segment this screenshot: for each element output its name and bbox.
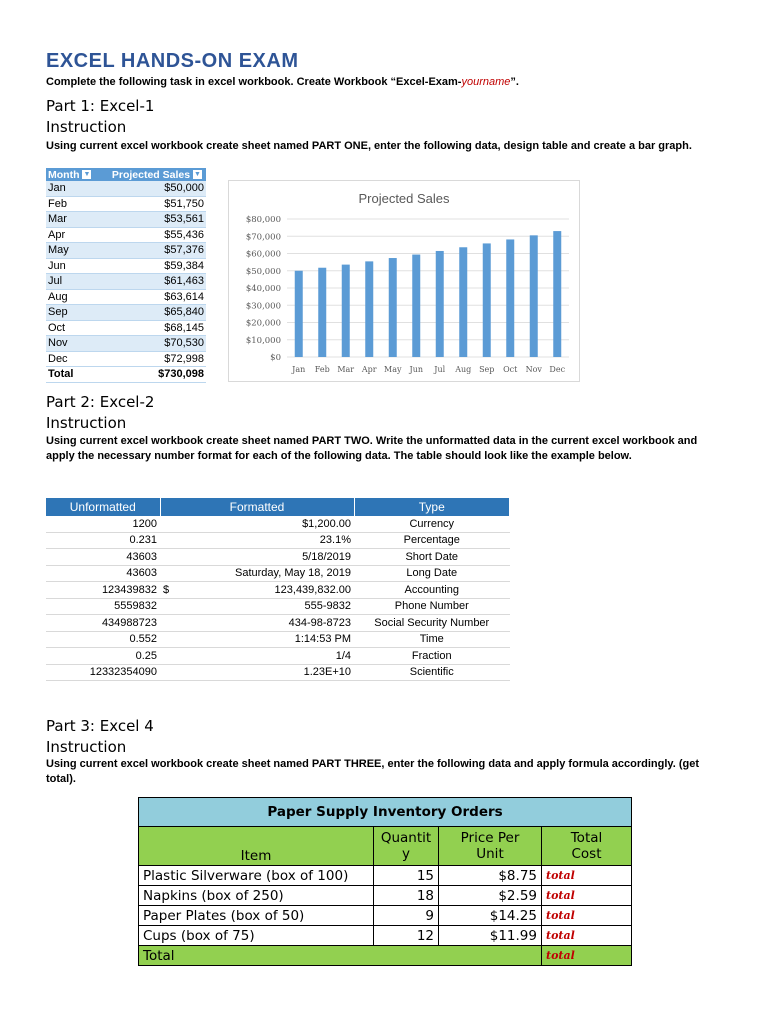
type-cell[interactable]: Short Date (354, 549, 510, 566)
intro-yourname: yourname (461, 76, 511, 88)
type-cell[interactable]: Percentage (354, 532, 510, 549)
part2-text: Using current excel workbook create sheet named PART TWO. Write the unformatted data in the current excel workbook and apply the necessary number format for each of the following data. The table should look like the example below. (46, 435, 698, 462)
unformatted-cell[interactable]: 43603 (46, 549, 160, 566)
unformatted-cell[interactable]: 12332354090 (46, 664, 160, 681)
part1-text: Using current excel workbook create sheet named PART ONE, enter the following data, design table and create a bar graph. (46, 140, 692, 152)
y-tick-label: $50,000 (245, 266, 281, 277)
sales-cell[interactable]: $59,384 (100, 258, 206, 274)
month-cell[interactable]: Jan (46, 181, 100, 196)
bar-apr[interactable] (365, 261, 373, 357)
x-tick-label: Mar (337, 365, 355, 374)
cost-header (542, 827, 632, 866)
x-tick-label: Aug (455, 365, 472, 374)
x-tick-label: Nov (525, 365, 542, 374)
month-header[interactable] (46, 168, 100, 181)
table-row (46, 320, 206, 336)
table-row (46, 549, 510, 566)
bar-mar[interactable] (342, 265, 350, 357)
item-header: Item (139, 827, 374, 866)
bar-nov[interactable] (530, 235, 538, 357)
part1-instruction: Instruction (46, 118, 127, 136)
month-cell[interactable]: Feb (46, 196, 100, 212)
y-tick-label: $80,000 (245, 215, 281, 225)
price-cell[interactable]: $8.75 (439, 866, 542, 886)
part2-instruction: Instruction (46, 414, 127, 432)
x-tick-label: Apr (361, 365, 377, 374)
accounting-symbol: $ (163, 583, 170, 596)
table-row (139, 886, 632, 906)
formatted-cell[interactable]: 5/18/2019 (160, 549, 354, 566)
formatted-value: 123,439,832.00 (274, 583, 351, 596)
bar-chart-svg (229, 181, 579, 381)
item-cell[interactable]: Plastic Silverware (box of 100) (139, 866, 374, 886)
type-cell[interactable]: Currency (354, 516, 510, 532)
table-row (46, 305, 206, 321)
price-cell[interactable]: $2.59 (439, 886, 542, 906)
part3-instruction: Instruction (46, 738, 127, 756)
y-tick-label: $10,000 (245, 335, 281, 346)
total-cost-cell[interactable]: total (542, 866, 632, 886)
month-cell[interactable]: Sep (46, 305, 100, 321)
type-cell[interactable]: Social Security Number (354, 615, 510, 632)
page-title: EXCEL HANDS-ON EXAM (46, 50, 299, 72)
intro-end: ”. (510, 76, 519, 88)
quantity-header (374, 827, 439, 866)
x-tick-label: Jul (434, 365, 446, 374)
intro-main: Complete the following task in excel workbook. Create Workbook “Excel-Exam- (46, 76, 462, 88)
bar-oct[interactable] (506, 239, 514, 357)
bar-jan[interactable] (295, 271, 303, 357)
quantity-header-line2: y (402, 846, 410, 862)
projected-sales-header[interactable] (100, 168, 206, 181)
month-cell[interactable]: Jun (46, 258, 100, 274)
table-row (46, 582, 510, 599)
table-row (46, 664, 510, 681)
price-cell[interactable]: $14.25 (439, 906, 542, 926)
item-cell[interactable]: Paper Plates (box of 50) (139, 906, 374, 926)
total-row (46, 367, 206, 383)
sales-cell[interactable]: $65,840 (100, 305, 206, 321)
quantity-cell[interactable]: 12 (374, 926, 439, 946)
sales-header-label: Projected Sales (111, 168, 191, 181)
inventory-table (138, 797, 632, 966)
table-row (46, 243, 206, 259)
sales-cell[interactable]: $63,614 (100, 289, 206, 305)
month-cell[interactable]: Aug (46, 289, 100, 305)
price-header-line1: Price Per (460, 830, 520, 846)
quantity-cell[interactable]: 18 (374, 886, 439, 906)
total-label: Total (139, 946, 542, 966)
table-row (46, 227, 206, 243)
formatted-cell[interactable]: 1/4 (160, 648, 354, 665)
bar-dec[interactable] (553, 231, 561, 357)
projected-sales-chart (228, 180, 580, 382)
table-row (46, 351, 206, 367)
part3-heading: Part 3: Excel 4 (46, 717, 154, 735)
unformatted-cell[interactable]: 43603 (46, 565, 160, 582)
sales-cell[interactable]: $55,436 (100, 227, 206, 243)
quantity-cell[interactable]: 15 (374, 866, 439, 886)
type-cell[interactable]: Scientific (354, 664, 510, 681)
type-header: Type (354, 498, 510, 516)
price-header-line2: Unit (476, 846, 504, 862)
y-tick-label: $70,000 (245, 232, 281, 243)
table-row (46, 565, 510, 582)
inventory-caption: Paper Supply Inventory Orders (139, 798, 632, 827)
formatted-cell[interactable]: 23.1% (160, 532, 354, 549)
filter-dropdown-icon[interactable]: ▼ (83, 171, 91, 179)
intro-text (46, 76, 519, 88)
unformatted-cell[interactable]: 0.552 (46, 631, 160, 648)
sales-cell[interactable]: $70,530 (100, 336, 206, 352)
month-cell[interactable]: Nov (46, 336, 100, 352)
formatted-cell[interactable]: $1,200.00 (160, 516, 354, 532)
y-tick-label: $40,000 (245, 284, 281, 294)
y-tick-label: $0 (270, 353, 281, 363)
total-label-cell[interactable]: Total (46, 367, 100, 383)
unformatted-cell[interactable]: 123439832 (46, 582, 160, 599)
item-cell[interactable]: Cups (box of 75) (139, 926, 374, 946)
formatted-cell[interactable]: Saturday, May 18, 2019 (160, 565, 354, 582)
part3-text: Using current excel workbook create sheet named PART THREE, enter the following data and apply formula accordingly. (get total). (46, 758, 700, 785)
table-row (46, 289, 206, 305)
table-row (139, 926, 632, 946)
month-header-label: Month (48, 168, 80, 181)
cost-header-line2: Cost (571, 846, 602, 862)
sales-cell[interactable]: $68,145 (100, 320, 206, 336)
quantity-cell[interactable]: 9 (374, 906, 439, 926)
unformatted-cell[interactable]: 1200 (46, 516, 160, 532)
filter-dropdown-icon[interactable]: ▼ (194, 171, 201, 179)
type-cell[interactable]: Accounting (354, 582, 510, 599)
table-row (46, 631, 510, 648)
table-row (46, 615, 510, 632)
total-cost-cell[interactable]: total (542, 906, 632, 926)
table-row (46, 181, 206, 196)
chart-title: Projected Sales (358, 191, 450, 206)
price-cell[interactable]: $11.99 (439, 926, 542, 946)
sales-cell[interactable]: $57,376 (100, 243, 206, 259)
table-row (46, 648, 510, 665)
table-row (46, 532, 510, 549)
unformatted-cell[interactable]: 0.231 (46, 532, 160, 549)
sales-cell[interactable]: $50,000 (100, 181, 206, 196)
month-cell[interactable]: Apr (46, 227, 100, 243)
type-cell[interactable]: Time (354, 631, 510, 648)
sales-cell[interactable]: $72,998 (100, 351, 206, 367)
formatted-cell[interactable]: 1:14:53 PM (160, 631, 354, 648)
type-cell[interactable]: Phone Number (354, 598, 510, 615)
quantity-header-line1: Quantit (380, 830, 432, 846)
month-cell[interactable]: Mar (46, 212, 100, 228)
x-tick-label: Feb (314, 365, 330, 374)
table-row (46, 196, 206, 212)
sales-cell[interactable]: $61,463 (100, 274, 206, 290)
table-row (46, 258, 206, 274)
table-row (139, 906, 632, 926)
cost-header-line1: Total (570, 830, 603, 846)
month-cell[interactable]: Oct (46, 320, 100, 336)
x-tick-label: Sep (479, 365, 495, 374)
month-cell[interactable]: Dec (46, 351, 100, 367)
sales-cell[interactable]: $53,561 (100, 212, 206, 228)
month-cell[interactable]: May (46, 243, 100, 259)
x-tick-label: May (384, 365, 402, 374)
formatted-cell[interactable]: 434-98-8723 (160, 615, 354, 632)
bar-may[interactable] (389, 258, 397, 357)
unformatted-cell[interactable]: 0.25 (46, 648, 160, 665)
bar-aug[interactable] (459, 247, 467, 357)
format-table (46, 498, 510, 681)
sales-cell[interactable]: $51,750 (100, 196, 206, 212)
item-cell[interactable]: Napkins (box of 250) (139, 886, 374, 906)
y-tick-label: $30,000 (245, 301, 281, 312)
sales-table (46, 168, 206, 383)
formatted-header: Formatted (160, 498, 354, 516)
y-tick-label: $20,000 (245, 318, 281, 329)
table-row (46, 274, 206, 290)
part1-heading: Part 1: Excel-1 (46, 97, 155, 115)
table-row (46, 598, 510, 615)
formatted-cell[interactable] (160, 582, 354, 599)
total-value-cell[interactable]: $730,098 (100, 367, 206, 383)
type-cell[interactable]: Fraction (354, 648, 510, 665)
bar-jul[interactable] (436, 251, 444, 357)
table-row (46, 212, 206, 228)
formatted-cell[interactable]: 1.23E+10 (160, 664, 354, 681)
table-row (46, 336, 206, 352)
formatted-cell[interactable]: 555-9832 (160, 598, 354, 615)
x-tick-label: Oct (503, 365, 518, 374)
part2-heading: Part 2: Excel-2 (46, 393, 155, 411)
grand-total-cell: total (542, 946, 632, 966)
x-tick-label: Jun (409, 365, 424, 374)
unformatted-cell[interactable]: 434988723 (46, 615, 160, 632)
unformatted-cell[interactable]: 5559832 (46, 598, 160, 615)
y-tick-label: $60,000 (245, 249, 281, 260)
x-tick-label: Jan (292, 365, 306, 374)
unformatted-header: Unformatted (46, 498, 160, 516)
bar-sep[interactable] (483, 243, 491, 357)
type-cell[interactable]: Long Date (354, 565, 510, 582)
table-row (46, 516, 510, 532)
total-cost-cell[interactable]: total (542, 886, 632, 906)
price-header (439, 827, 542, 866)
total-cost-cell[interactable]: total (542, 926, 632, 946)
month-cell[interactable]: Jul (46, 274, 100, 290)
x-tick-label: Dec (549, 365, 566, 374)
table-row (139, 866, 632, 886)
bar-jun[interactable] (412, 255, 420, 357)
bar-feb[interactable] (318, 268, 326, 357)
